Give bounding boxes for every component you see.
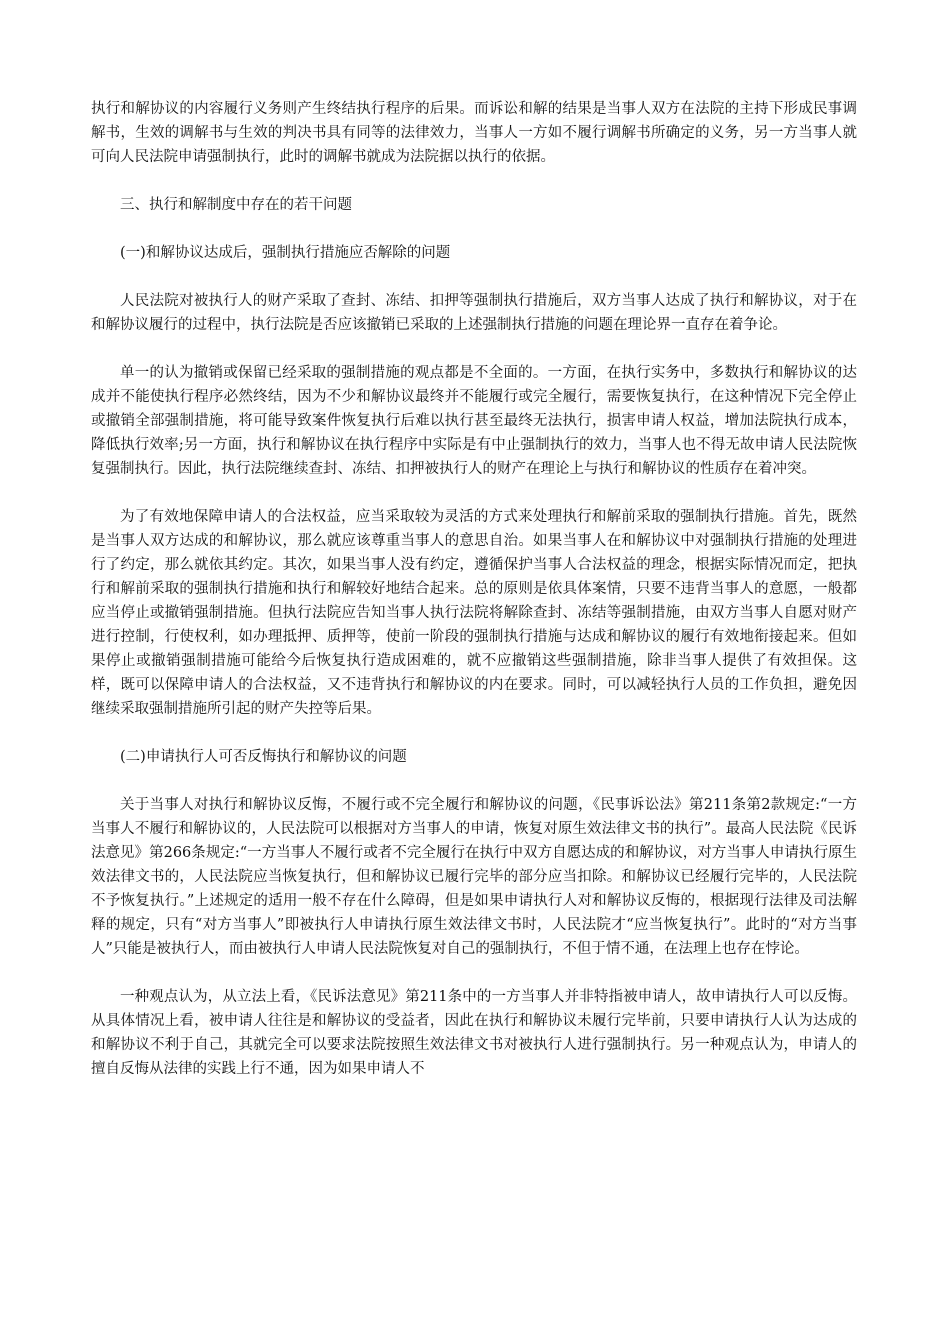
paragraph: 为了有效地保障申请人的合法权益，应当采取较为灵活的方式来处理执行和解前采取的强制执行措施。首先，既然是当事人双方达成的和解协议，那么就应该尊重当事人的意思自治。如果当事人在和解协议中对强制执行措施的处理进行了约定，那么就依其约定。其次，如果当事人没有约定，遵循保护当事人合法权益的理念，根据实际情况而定，把执行和解前采取的强制执行措施和执行和解较好地结合起来。总的原则是依具体案情，只要不违背当事人的意愿，一般都应当停止或撤销强制措施。但执行法院应告知当事人执行法院将解除查封、冻结等强制措施，由双方当事人自愿对财产进行控制，行使权利，如办理抵押、质押等，使前一阶段的强制执行措施与达成和解协议的履行有效地衔接起来。但如果停止或撤销强制措施可能给今后恢复执行造成困难的，就不应撤销这些强制措施，除非当事人提供了有效担保。这样，既可以保障申请人的合法权益，又不违背执行和解协议的内在要求。同时，可以减轻执行人员的工作负担，避免因继续采取强制措施所引起的财产失控等后果。: [91, 509, 857, 717]
section-heading: 三、执行和解制度中存在的若干问题: [120, 197, 352, 213]
paragraph: 人民法院对被执行人的财产采取了查封、冻结、扣押等强制执行措施后，双方当事人达成了执行和解协议，对于在和解协议履行的过程中，执行法院是否应该撤销已采取的上述强制执行措施的问题在理论界一直存在着争论。: [91, 293, 857, 333]
paragraph: 关于当事人对执行和解协议反悔，不履行或不完全履行和解协议的问题，《民事诉讼法》第211条第2款规定:“一方当事人不履行和解协议的，人民法院可以根据对方当事人的申请，恢复对原生效法律文书的执行”。最高人民法院《民诉法意见》第266条规定:“一方当事人不履行或者不完全履行在执行中双方自愿达成的和解协议，对方当事人申请执行原生效法律文书的，人民法院应当恢复执行，但和解协议已履行完毕的部分应当扣除。和解协议已经履行完毕的，人民法院不予恢复执行。”上述规定的适用一般不存在什么障碍，但是如果申请执行人对和解协议反悔的，根据现行法律及司法解释的规定，只有“对方当事人”即被执行人申请执行原生效法律文书时，人民法院才“应当恢复执行”。此时的“对方当事人”只能是被执行人，而由被执行人申请人民法院恢复对自己的强制执行，不但于情不通，在法理上也存在悖论。: [91, 797, 857, 957]
document-page: [91, 97, 857, 1105]
paragraph-continuation: 执行和解协议的内容履行义务则产生终结执行程序的后果。而诉讼和解的结果是当事人双方在法院的主持下形成民事调解书，生效的调解书与生效的判决书具有同等的法律效力，当事人一方如不履行调解书所确定的义务，另一方当事人就可向人民法院申请强制执行，此时的调解书就成为法院据以执行的依据。: [91, 101, 857, 165]
paragraph: 一种观点认为，从立法上看，《民诉法意见》第211条中的一方当事人并非特指被申请人，故申请执行人可以反悔。从具体情况上看，被申请人往往是和解协议的受益者，因此在执行和解协议未履行完毕前，只要申请执行人认为达成的和解协议不利于自己，其就完全可以要求法院按照生效法律文书对被执行人进行强制执行。另一种观点认为，申请人的擅自反悔从法律的实践上行不通，因为如果申请人不: [91, 989, 857, 1077]
subsection-heading-2: (二)申请执行人可否反悔执行和解协议的问题: [120, 749, 407, 765]
subsection-heading-1: (一)和解协议达成后，强制执行措施应否解除的问题: [120, 245, 451, 261]
paragraph: 单一的认为撤销或保留已经采取的强制措施的观点都是不全面的。一方面，在执行实务中，多数执行和解协议的达成并不能使执行程序必然终结，因为不少和解协议最终并不能履行或完全履行，需要恢复执行，在这种情况下完全停止或撤销全部强制措施，将可能导致案件恢复执行后难以执行甚至最终无法执行，损害申请人权益，增加法院执行成本，降低执行效率;另一方面，执行和解协议在执行程序中实际是有中止强制执行的效力，当事人也不得无故申请人民法院恢复强制执行。因此，执行法院继续查封、冻结、扣押被执行人的财产在理论上与执行和解协议的性质存在着冲突。: [91, 365, 857, 477]
